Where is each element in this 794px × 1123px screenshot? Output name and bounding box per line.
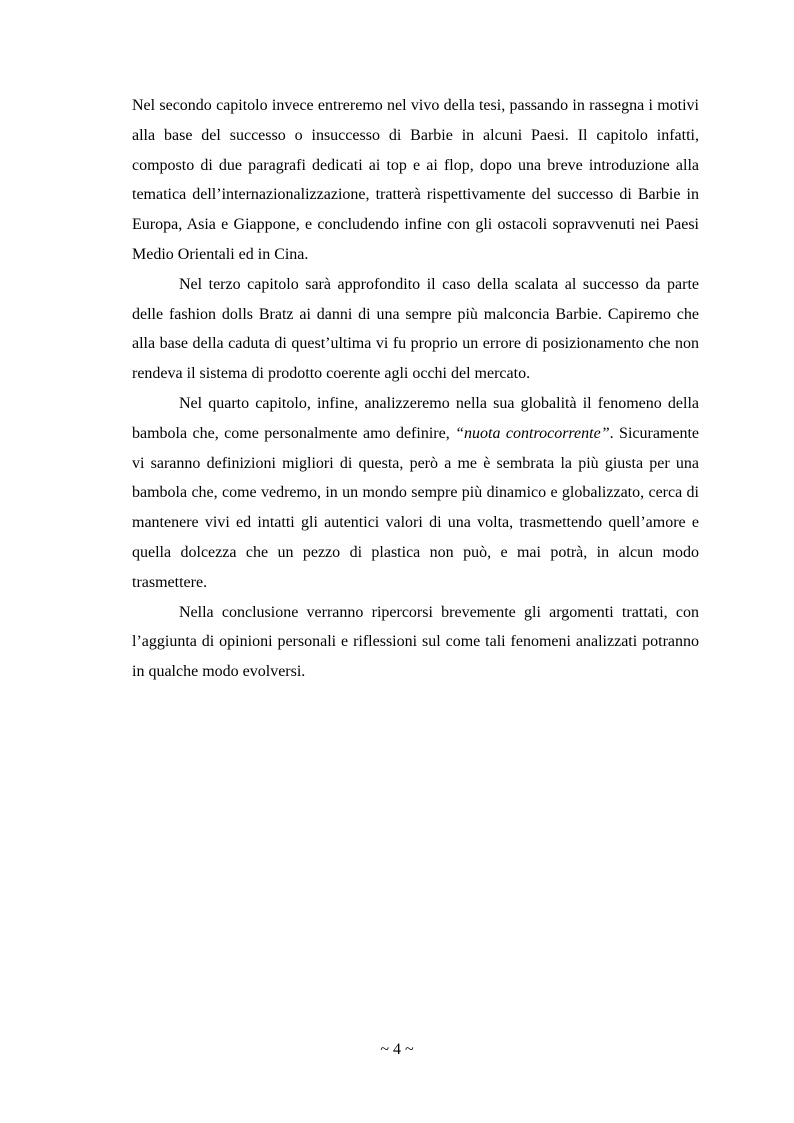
quoted-phrase: “nuota controcorrente”	[455, 424, 610, 442]
paragraph-second-chapter: Nel secondo capitolo invece entreremo nel vivo della tesi, passando in rassegna i motivi alla base del successo o insuccesso di Barbie in alcuni Paesi. Il capitolo infatti, composto di due paragrafi dedicati ai top e ai flop, dopo una breve introduzione alla tematica dell’internazionalizzazione, tratterà rispettivamente del successo di Barbie in Europa, Asia e Giappone, e concludendo infine con gli ostacoli sopravvenuti nei Paesi Medio Orientali ed in Cina.	[132, 97, 699, 263]
page-number: ~ 4 ~	[380, 1041, 414, 1058]
paragraph-third-chapter: Nel terzo capitolo sarà approfondito il caso della scalata al successo da parte delle fashion dolls Bratz ai danni di una sempre più malconcia Barbie. Capiremo che alla base della caduta di quest’ultima vi fu proprio un errore di posizionamento che non rendeva il sistema di prodotto coerente agli occhi del mercato.	[132, 275, 699, 383]
body-text	[132, 91, 699, 687]
paragraph-fourth-chapter-start: Nel quarto capitolo, infine, analizzeremo nella sua globalità il fenomeno della bambola che, come personalmente amo definire,	[132, 394, 699, 442]
paragraph-conclusion: Nella conclusione verranno ripercorsi brevemente gli argomenti trattati, con l’aggiunta di opinioni personali e riflessioni sul come tali fenomeni analizzati potranno in qualche modo evolversi.	[132, 603, 699, 681]
paragraph-fourth-chapter-end: . Sicuramente vi saranno definizioni migliori di questa, però a me è sembrata la più giusta per una bambola che, come vedremo, in un mondo sempre più dinamico e globalizzato, cerca di mantenere vivi ed intatti gli autentici valori di una volta, trasmettendo quell’amore e quella dolcezza che un pezzo di plastica non può, e mai potrà, in alcun modo trasmettere.	[132, 424, 700, 591]
paragraph-fourth-chapter	[132, 389, 699, 598]
